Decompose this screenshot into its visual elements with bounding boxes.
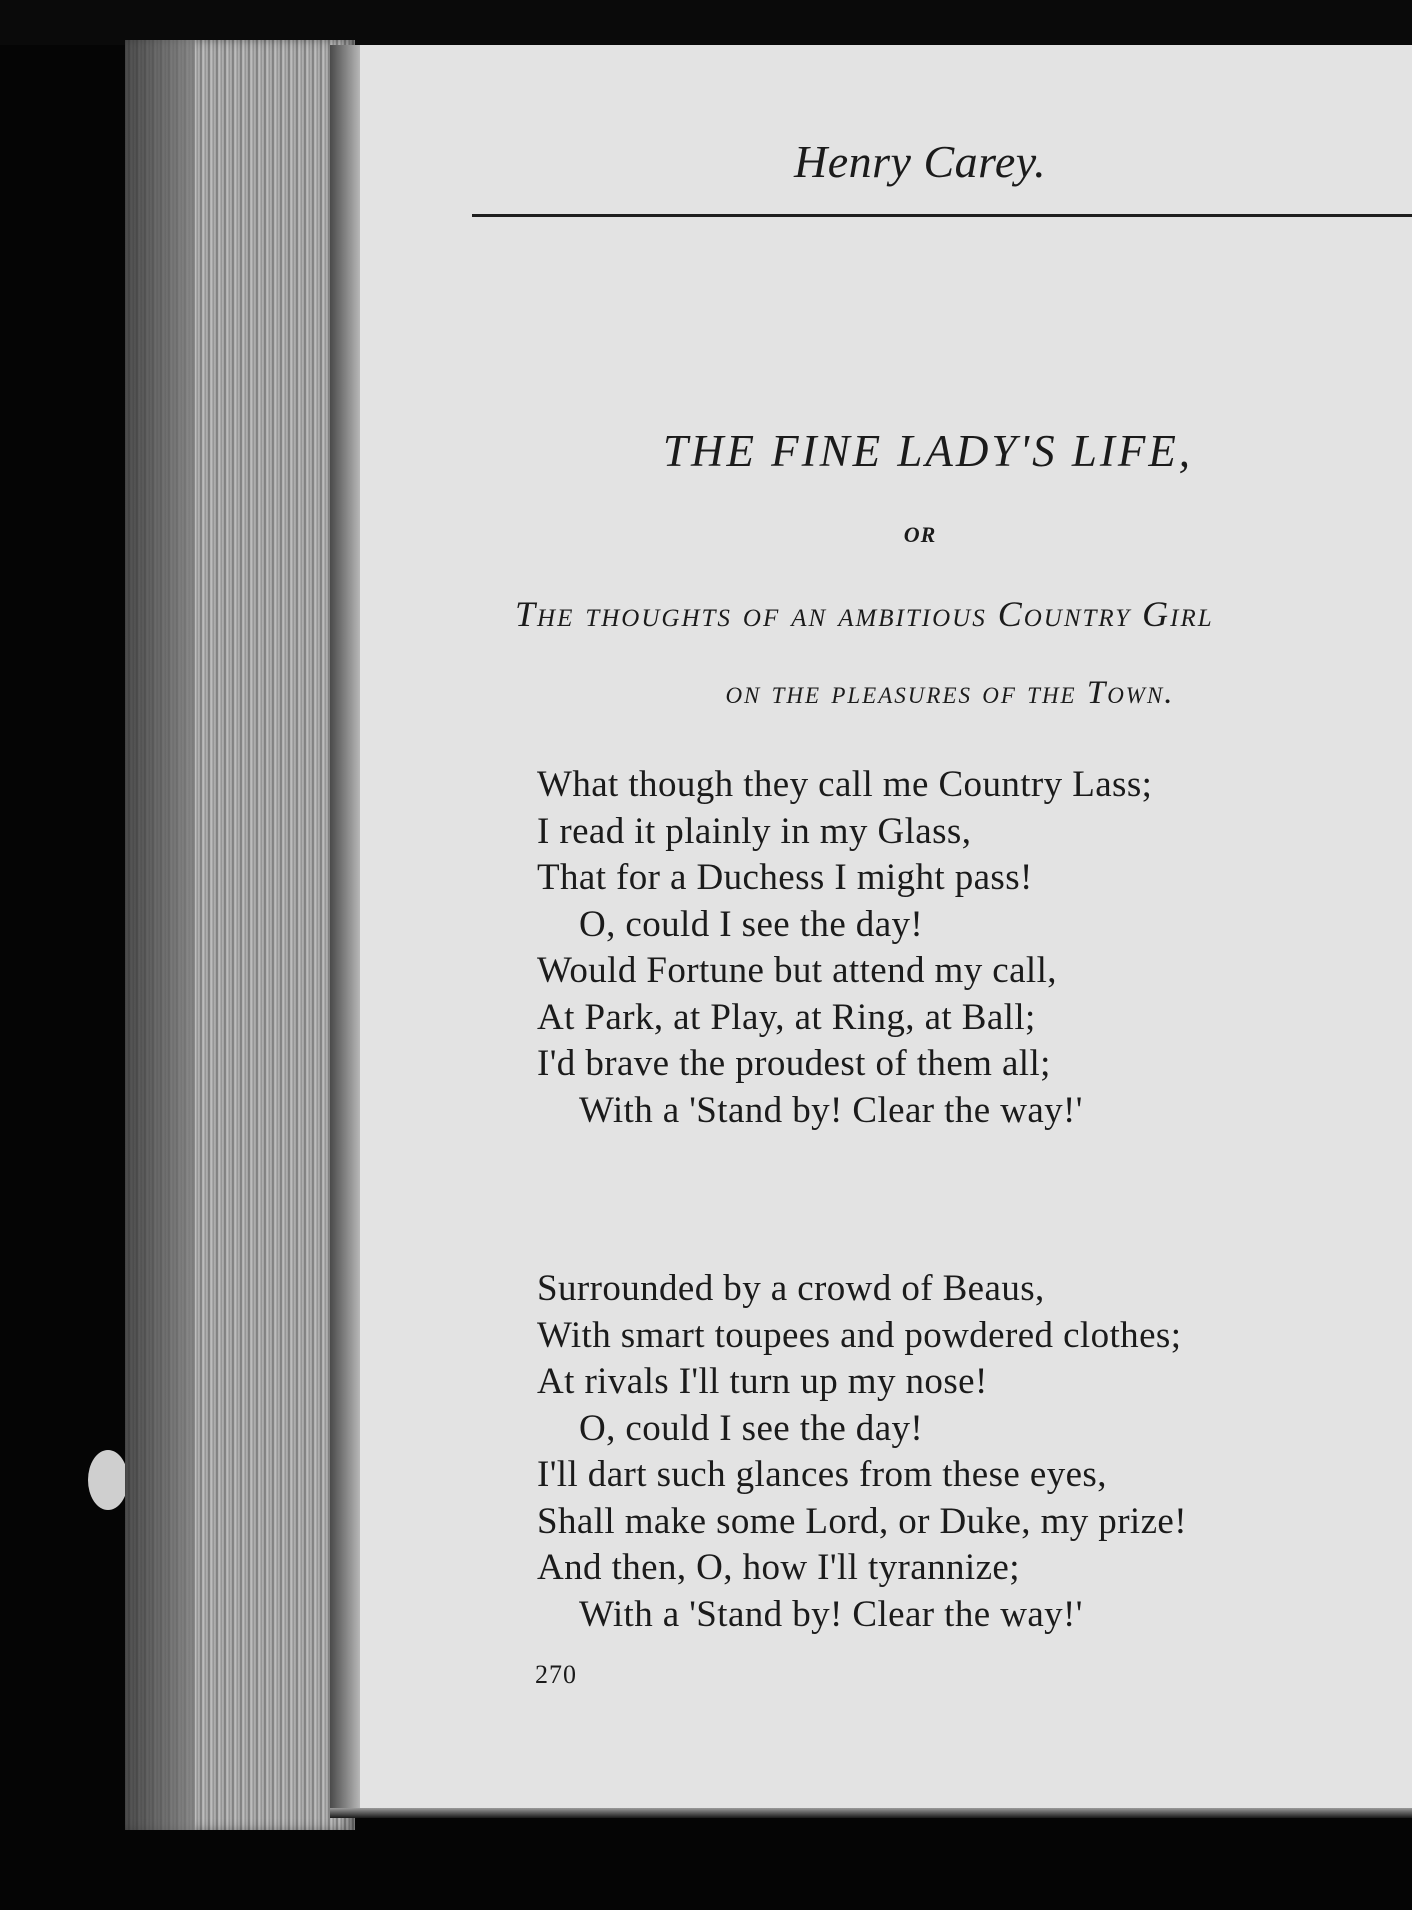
verse-line: With a 'Stand by! Clear the way!' <box>579 1593 1083 1635</box>
stanza-2 <box>537 1266 1412 1638</box>
verse-line: That for a Duchess I might pass! <box>537 857 1033 898</box>
top-margin <box>0 0 1412 45</box>
verse-line: O, could I see the day! <box>579 903 924 945</box>
page-edges-shadow <box>125 40 195 1830</box>
verse-line: What though they call me Country Lass; <box>537 764 1153 805</box>
verse-line: And then, O, how I'll tyrannize; <box>537 1547 1020 1588</box>
verse-line: Shall make some Lord, or Duke, my prize! <box>537 1500 1187 1542</box>
verse-line: O, could I see the day! <box>579 1407 924 1449</box>
page-number: 270 <box>535 1660 577 1689</box>
verse-line: With a 'Stand by! Clear the way!' <box>579 1089 1083 1131</box>
verse-line: I read it plainly in my Glass, <box>537 810 972 852</box>
dust-spot <box>88 1450 128 1510</box>
title-or: OR <box>903 522 937 547</box>
poem-subtitle-line2: on the pleasures of the Town. <box>725 675 1175 711</box>
verse-line: At rivals I'll turn up my nose! <box>537 1361 988 1402</box>
poem-title: THE FINE LADY'S LIFE, <box>662 426 1194 476</box>
verse-line: I'd brave the proudest of them all; <box>537 1043 1051 1084</box>
verse-line: Surrounded by a crowd of Beaus, <box>537 1268 1045 1309</box>
verse-line: I'll dart such glances from these eyes, <box>537 1454 1107 1495</box>
page-bottom-edge <box>330 1808 1412 1818</box>
verse-line: With smart toupees and powdered clothes; <box>537 1314 1182 1356</box>
verse-line: Would Fortune but attend my call, <box>537 950 1057 991</box>
running-head: Henry Carey. <box>794 136 1047 187</box>
poem-subtitle: The thoughts of an ambitious Country Girl <box>515 594 1214 634</box>
header-rule <box>472 214 1412 217</box>
verse-line: At Park, at Play, at Ring, at Ball; <box>537 996 1036 1038</box>
stanza-1 <box>537 762 1412 1134</box>
